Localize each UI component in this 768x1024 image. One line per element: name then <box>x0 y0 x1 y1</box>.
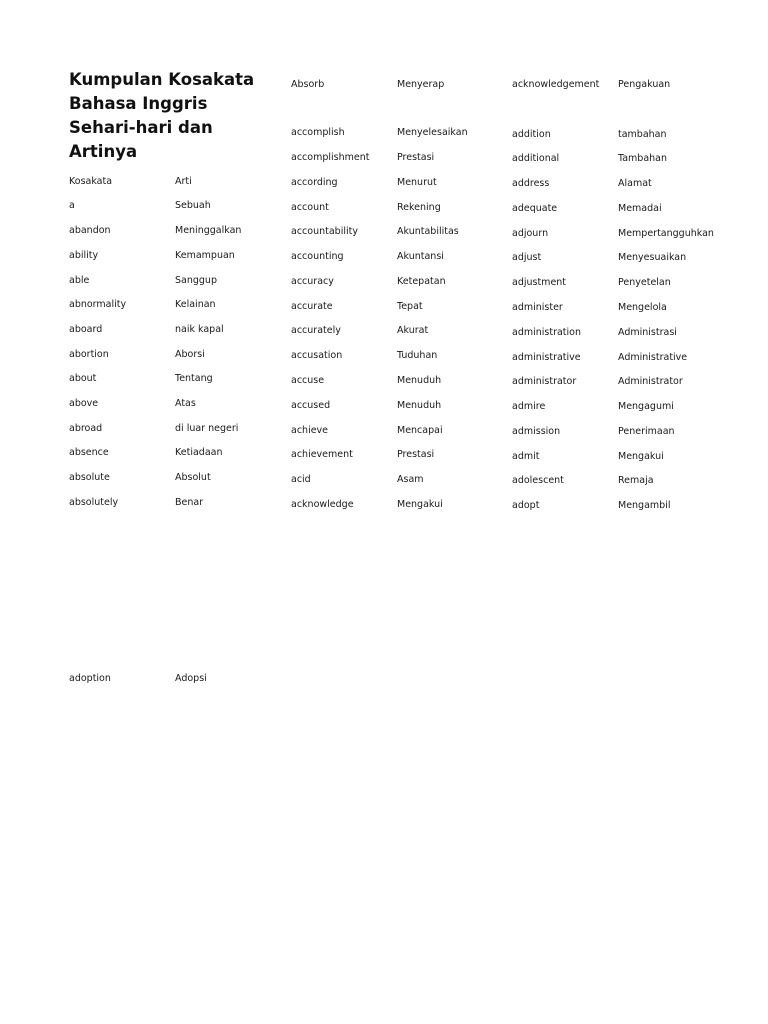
vocab-meaning: Sebuah <box>175 200 211 211</box>
vocab-word: abroad <box>69 423 103 434</box>
vocab-meaning: Adopsi <box>175 673 207 684</box>
vocab-meaning: Akurat <box>397 325 429 336</box>
vocab-word: accounting <box>291 251 344 262</box>
vocab-meaning: Mencapai <box>397 425 443 436</box>
vocab-word: addition <box>512 129 551 140</box>
vocab-word: accurately <box>291 325 341 336</box>
vocab-meaning: Mempertangguhkan <box>618 228 714 239</box>
vocab-meaning: Meninggalkan <box>175 225 242 236</box>
vocab-meaning: Benar <box>175 497 204 508</box>
vocab-meaning: Aborsi <box>175 349 205 360</box>
vocab-word: acid <box>291 474 311 485</box>
vocab-meaning: Pengakuan <box>618 79 671 90</box>
vocab-meaning: Mengelola <box>618 302 667 313</box>
vocab-word: accuse <box>291 375 325 386</box>
vocab-meaning: Ketiadaan <box>175 447 223 458</box>
vocab-word: administration <box>512 327 582 338</box>
vocab-meaning: tambahan <box>618 129 667 140</box>
vocab-word: Absorb <box>291 79 325 90</box>
vocab-word: abandon <box>69 225 111 236</box>
vocab-word: acknowledgement <box>512 79 600 90</box>
vocab-meaning: Tuduhan <box>397 350 438 361</box>
vocab-word: able <box>69 275 90 286</box>
vocab-meaning: Penyetelan <box>618 277 671 288</box>
vocab-word: achieve <box>291 425 329 436</box>
vocab-meaning: Mengambil <box>618 500 671 511</box>
vocab-word: administrative <box>512 352 581 363</box>
vocab-meaning: Tambahan <box>618 153 668 164</box>
vocab-word: accusation <box>291 350 343 361</box>
vocab-word: adequate <box>512 203 558 214</box>
vocab-meaning: Menurut <box>397 177 437 188</box>
vocab-meaning: Ketepatan <box>397 276 446 287</box>
vocab-meaning: Mengagumi <box>618 401 674 412</box>
vocab-meaning: Administrator <box>618 376 683 387</box>
vocab-meaning: Asam <box>397 474 424 485</box>
vocab-word: accurate <box>291 301 333 312</box>
vocab-meaning: Administrative <box>618 352 688 363</box>
vocab-meaning: Kemampuan <box>175 250 235 261</box>
vocab-word: above <box>69 398 99 409</box>
vocab-word: adjust <box>512 252 542 263</box>
vocab-meaning: Akuntabilitas <box>397 226 459 237</box>
vocab-word: ability <box>69 250 99 261</box>
vocab-word: a <box>69 200 75 211</box>
vocab-meaning: Atas <box>175 398 196 409</box>
vocab-word: admit <box>512 451 540 462</box>
vocab-word: administer <box>512 302 563 313</box>
vocab-meaning: Mengakui <box>618 451 664 462</box>
vocab-word: absence <box>69 447 109 458</box>
column-header-meaning: Arti <box>175 176 192 187</box>
vocab-word: aboard <box>69 324 103 335</box>
vocab-meaning: di luar negeri <box>175 423 239 434</box>
vocab-word: adjustment <box>512 277 567 288</box>
vocab-meaning: Penerimaan <box>618 426 675 437</box>
vocab-word: accomplish <box>291 127 345 138</box>
vocab-meaning: Menuduh <box>397 400 442 411</box>
vocab-meaning: Menyelesaikan <box>397 127 468 138</box>
vocab-word: accountability <box>291 226 358 237</box>
vocab-meaning: Remaja <box>618 475 654 486</box>
page-title: Kumpulan Kosakata Bahasa Inggris Sehari-hari dan Artinya <box>69 70 255 161</box>
vocab-meaning: Memadai <box>618 203 662 214</box>
vocab-word: absolutely <box>69 497 119 508</box>
vocab-word: absolute <box>69 472 110 483</box>
vocab-meaning: Tentang <box>175 373 213 384</box>
vocab-meaning: Tepat <box>397 301 423 312</box>
vocab-word: administrator <box>512 376 577 387</box>
vocab-meaning: naik kapal <box>175 324 224 335</box>
vocab-word: acknowledge <box>291 499 354 510</box>
vocab-meaning: Sanggup <box>175 275 217 286</box>
vocab-word: achievement <box>291 449 353 460</box>
vocab-word: admire <box>512 401 546 412</box>
vocab-word: accused <box>291 400 331 411</box>
vocab-word: accuracy <box>291 276 334 287</box>
vocab-meaning: Menyesuaikan <box>618 252 687 263</box>
vocab-word: address <box>512 178 550 189</box>
vocab-meaning: Administrasi <box>618 327 677 338</box>
vocab-word: adopt <box>512 500 540 511</box>
vocab-word: adolescent <box>512 475 564 486</box>
vocab-word: accomplishment <box>291 152 370 163</box>
vocab-word: abortion <box>69 349 109 360</box>
vocab-meaning: Kelainan <box>175 299 216 310</box>
vocab-meaning: Rekening <box>397 202 441 213</box>
vocab-meaning: Mengakui <box>397 499 443 510</box>
vocab-word: adoption <box>69 673 111 684</box>
vocab-meaning: Alamat <box>618 178 652 189</box>
vocab-word: according <box>291 177 338 188</box>
vocab-meaning: Absolut <box>175 472 211 483</box>
vocab-word: abnormality <box>69 299 127 310</box>
vocab-word: admission <box>512 426 561 437</box>
vocab-word: additional <box>512 153 560 164</box>
vocab-meaning: Menyerap <box>397 79 445 90</box>
vocab-meaning: Prestasi <box>397 449 435 460</box>
vocab-word: adjourn <box>512 228 549 239</box>
vocab-meaning: Akuntansi <box>397 251 444 262</box>
vocab-meaning: Prestasi <box>397 152 435 163</box>
vocab-word: account <box>291 202 329 213</box>
vocab-meaning: Menuduh <box>397 375 442 386</box>
column-header-word: Kosakata <box>69 176 113 187</box>
vocab-word: about <box>69 373 97 384</box>
